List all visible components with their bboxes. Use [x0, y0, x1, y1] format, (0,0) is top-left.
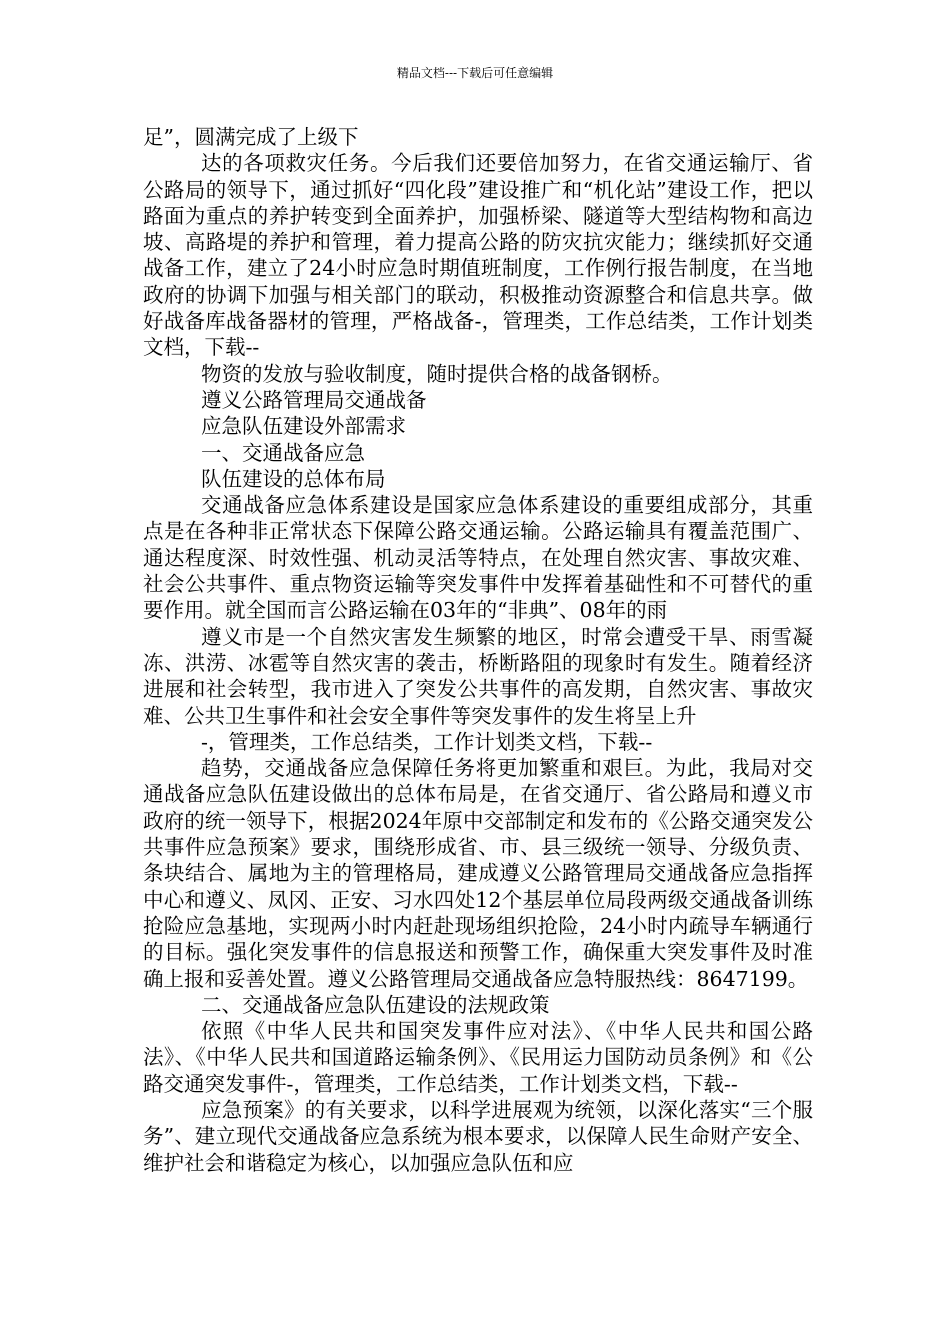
paragraph: 趋势，交通战备应急保障任务将更加繁重和艰巨。为此，我局对交通战备应急队伍建设做出的总体布局是，在省交通厅、省公路局和遵义市政府的统一领导下，根据2024年原中交部制定和发布的《公路交通突发公共事件应急预案》要求，围绕形成省、市、县三级统一领导、分级负责、条块结合、属地为主的管理格局，建成遵义公路管理局交通战备应急指挥中心和遵义、凤冈、正安、习水四处12个基层单位局段两级交通战备训练抢险应急基地，实现两小时内赶赴现场组织抢险，24小时内疏导车辆通行的目标。强化突发事件的信息报送和预警工作，确保重大突发事件及时准确上报和妥善处置。遵义公路管理局交通战备应急特服热线：8647199。: [143, 756, 813, 991]
paragraph: 达的各项救灾任务。今后我们还要倍加努力，在省交通运输厅、省公路局的领导下，通过抓好“四化段”建设推广和“机化站”建设工作，把以路面为重点的养护转变到全面养护，加强桥梁、隧道等大型结构物和高边坡、高路堤的养护和管理，着力提高公路的防灾抗灾能力；继续抓好交通战备工作，建立了24小时应急时期值班制度，工作例行报告制度，在当地政府的协调下加强与相关部门的联动，积极推动资源整合和信息共享。做好战备库战备器材的管理，严格战备-，管理类，工作总结类，工作计划类文档，下载--: [143, 151, 813, 360]
paragraph: 应急预案》的有关要求，以科学进展观为统领，以深化落实“三个服务”、建立现代交通战备应急系统为根本要求，以保障人民生命财产安全、维护社会和谐稳定为核心，以加强应急队伍和应: [143, 1097, 813, 1175]
section-heading: 一、交通战备应急: [201, 440, 365, 465]
paragraph: 物资的发放与验收制度，随时提供合格的战备钢桥。: [201, 361, 673, 386]
paragraph: 依照《中华人民共和国突发事件应对法》、《中华人民共和国公路法》、《中华人民共和国道路运输条例》、《民用运力国防动员条例》和《公路交通突发事件-，管理类，工作总结类，工作计划类文档，下载--: [143, 1019, 813, 1096]
paragraph: -，管理类，工作总结类，工作计划类文档，下载--: [201, 729, 653, 754]
paragraph: 足”，圆满完成了上级下: [143, 125, 359, 149]
paragraph: 遵义市是一个自然灾害发生频繁的地区，时常会遭受干旱、雨雪凝冻、洪涝、冰雹等自然灾害的袭击，桥断路阻的现象时有发生。随着经济进展和社会转型，我市进入了突发公共事件的高发期，自然灾害、事故灾难、公共卫生事件和社会安全事件等突发事件的发生将呈上升: [143, 624, 813, 728]
section-heading: 队伍建设的总体布局: [201, 466, 386, 491]
paragraph: 交通战备应急体系建设是国家应急体系建设的重要组成部分，其重点是在各种非正常状态下保障公路交通运输。公路运输具有覆盖范围广、通达程度深、时效性强、机动灵活等特点，在处理自然灾害、事故灾难、社会公共事件、重点物资运输等突发事件中发挥着基础性和不可替代的重要作用。就全国而言公路运输在03年的“非典”、08年的雨: [143, 493, 813, 623]
document-body: [143, 124, 813, 1176]
section-heading: 遵义公路管理局交通战备: [201, 387, 427, 412]
section-heading: 二、交通战备应急队伍建设的法规政策: [201, 992, 550, 1017]
section-heading: 应急队伍建设外部需求: [201, 414, 406, 439]
page-header: 精品文档---下载后可任意编辑: [396, 66, 554, 80]
